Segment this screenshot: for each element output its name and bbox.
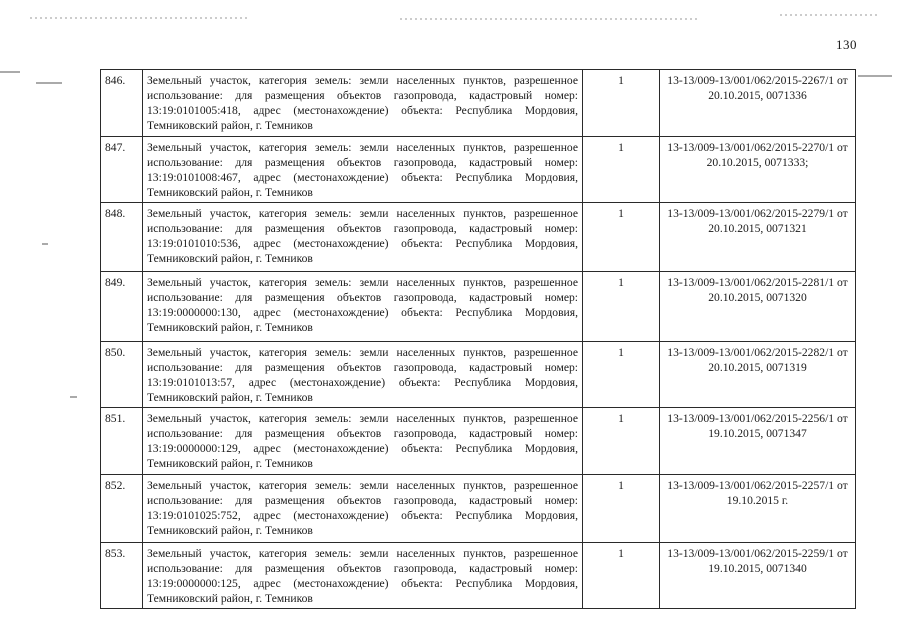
row-quantity: 1 xyxy=(583,543,660,609)
row-number: 846. xyxy=(101,70,143,137)
row-description: Земельный участок, категория земель: земли населенных пунктов, разрешенное использование: для размещения объектов газопровода, кадастровый номер: 13:19:0101025:752, адрес (местонахождение) объекта: Республика Мордовия, Темниковский район, г. Темников xyxy=(143,475,583,543)
row-description: Земельный участок, категория земель: земли населенных пунктов, разрешенное использование: для размещения объектов газопровода, кадастровый номер: 13:19:0000000:130, адрес (местонахождение) объекта: Республика Мордовия, Темниковский район, г. Темников xyxy=(143,272,583,342)
table-row xyxy=(101,70,856,137)
row-registration: 13-13/009-13/001/062/2015-2279/1 от 20.10.2015, 0071321 xyxy=(660,203,856,272)
row-description: Земельный участок, категория земель: земли населенных пунктов, разрешенное использование: для размещения объектов газопровода, кадастровый номер: 13:19:0101010:536, адрес (местонахождение) объекта: Республика Мордовия, Темниковский район, г. Темников xyxy=(143,203,583,272)
row-quantity: 1 xyxy=(583,70,660,137)
row-quantity: 1 xyxy=(583,272,660,342)
row-quantity: 1 xyxy=(583,137,660,203)
row-number: 849. xyxy=(101,272,143,342)
table-row xyxy=(101,543,856,609)
table-row xyxy=(101,272,856,342)
row-registration: 13-13/009-13/001/062/2015-2282/1 от 20.10.2015, 0071319 xyxy=(660,342,856,408)
table-row xyxy=(101,203,856,272)
row-registration: 13-13/009-13/001/062/2015-2270/1 от 20.10.2015, 0071333; xyxy=(660,137,856,203)
page-number: 130 xyxy=(836,37,857,52)
row-description: Земельный участок, категория земель: земли населенных пунктов, разрешенное использование: для размещения объектов газопровода, кадастровый номер: 13:19:0101008:467, адрес (местонахождение) объекта: Республика Мордовия, Темниковский район, г. Темников xyxy=(143,137,583,203)
row-registration: 13-13/009-13/001/062/2015-2259/1 от 19.10.2015, 0071340 xyxy=(660,543,856,609)
row-quantity: 1 xyxy=(583,203,660,272)
property-table xyxy=(100,69,856,609)
row-number: 853. xyxy=(101,543,143,609)
row-description: Земельный участок, категория земель: земли населенных пунктов, разрешенное использование: для размещения объектов газопровода, кадастровый номер: 13:19:0000000:129, адрес (местонахождение) объекта: Республика Мордовия, Темниковский район, г. Темников xyxy=(143,408,583,475)
row-number: 848. xyxy=(101,203,143,272)
table-row xyxy=(101,408,856,475)
row-quantity: 1 xyxy=(583,408,660,475)
row-description: Земельный участок, категория земель: земли населенных пунктов, разрешенное использование: для размещения объектов газопровода, кадастровый номер: 13:19:0101013:57, адрес (местонахождение) объекта: Республика Мордовия, Темниковский район, г. Темников xyxy=(143,342,583,408)
row-number: 850. xyxy=(101,342,143,408)
row-registration: 13-13/009-13/001/062/2015-2281/1 от 20.10.2015, 0071320 xyxy=(660,272,856,342)
row-description: Земельный участок, категория земель: земли населенных пунктов, разрешенное использование: для размещения объектов газопровода, кадастровый номер: 13:19:0000000:125, адрес (местонахождение) объекта: Республика Мордовия, Темниковский район, г. Темников xyxy=(143,543,583,609)
table-row xyxy=(101,342,856,408)
row-number: 852. xyxy=(101,475,143,543)
table-row xyxy=(101,137,856,203)
table-row xyxy=(101,475,856,543)
row-registration: 13-13/009-13/001/062/2015-2267/1 от 20.10.2015, 0071336 xyxy=(660,70,856,137)
row-number: 847. xyxy=(101,137,143,203)
row-quantity: 1 xyxy=(583,342,660,408)
row-registration: 13-13/009-13/001/062/2015-2257/1 от 19.10.2015 г. xyxy=(660,475,856,543)
row-number: 851. xyxy=(101,408,143,475)
row-registration: 13-13/009-13/001/062/2015-2256/1 от 19.10.2015, 0071347 xyxy=(660,408,856,475)
row-description: Земельный участок, категория земель: земли населенных пунктов, разрешенное использование: для размещения объектов газопровода, кадастровый номер: 13:19:0101005:418, адрес (местонахождение) объекта: Республика Мордовия, Темниковский район, г. Темников xyxy=(143,70,583,137)
row-quantity: 1 xyxy=(583,475,660,543)
